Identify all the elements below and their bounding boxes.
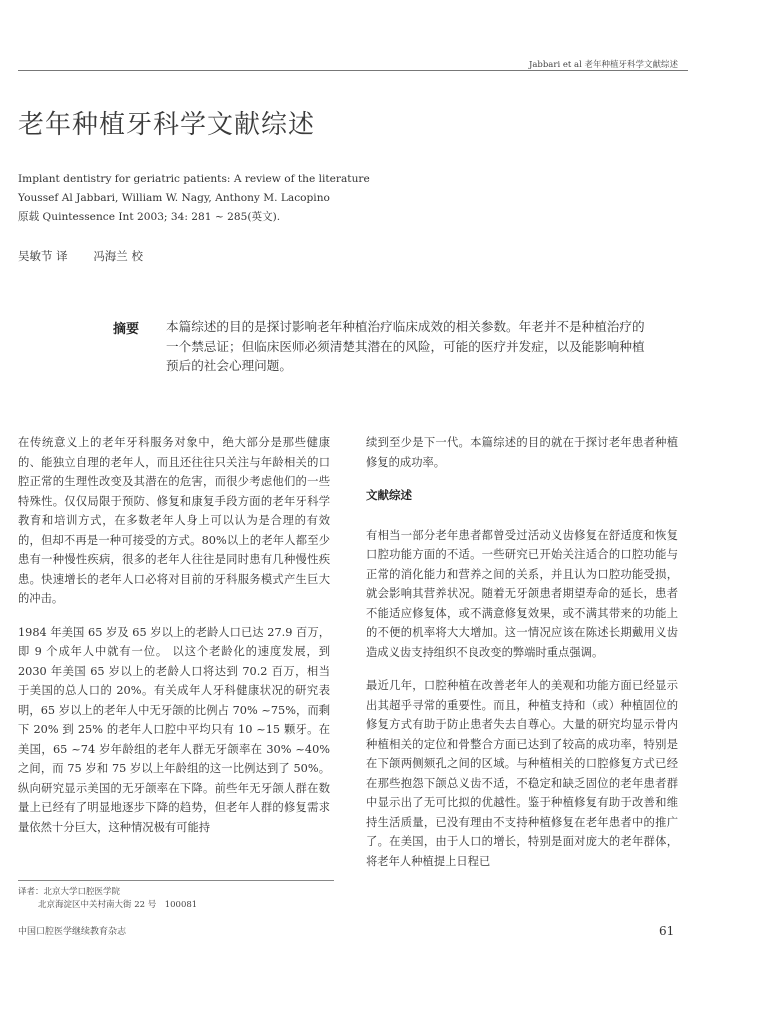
footnote-divider [18,880,334,881]
reference-block [18,170,370,227]
footnote-affiliation: 译者：北京大学口腔医学院 [18,887,121,897]
translator-credit: 吴敏节 译 [18,249,68,263]
article-title: 老年种植牙科学文献综述 [18,110,316,140]
journal-name: 中国口腔医学继续教育杂志 [18,927,127,937]
section-heading: 文献综述 [366,488,412,502]
abstract-label: 摘要 [113,322,140,337]
body-paragraph: 续到至少是下一代。本篇综述的目的就在于探讨老年患者种植修复的成功率。 [366,436,678,469]
right-column [366,433,678,885]
footnote-address: 北京海淀区中关村南大街 22 号 100081 [38,900,198,910]
body-paragraph: 有相当一部分老年患者都曾受过活动义齿修复在舒适度和恢复口腔功能方面的不适。一些研究已开始关注适合的口腔功能与正常的消化能力和营养之间的关系，并且认为口腔功能受损，就会影响其营养状况。随着无牙颌患者期望寿命的延长，患者不能适应修复体，或不满意修复效果，或不满其带来的功能上的不便的机率将大大增加。这一情况应该在陈述长期戴用义齿造成义齿支持组织不良改变的弊端时重点强调。 [366,528,678,659]
english-title: Implant dentistry for geriatric patients: A review of the literature [18,173,370,185]
abstract-text: 本篇综述的目的是探讨影响老年种植治疗临床成效的相关参数。年老并不是种植治疗的一个禁忌证；但临床医师必须清楚其潜在的风险，可能的医疗并发症，以及能影响种植预后的社会心理问题。 [166,319,645,373]
credits [18,248,143,264]
body-paragraph: 最近几年，口腔种植在改善老年人的美观和功能方面已经显示出其超乎寻常的重要性。而且，种植支持和（或）种植固位的修复方式有助于防止患者失去自尊心。大量的研究均显示骨内种植相关的定位和骨整合方面已达到了较高的成功率，特别是在下颌两侧颏孔之间的区域。与种植相关的口腔修复方式已经在那些抱怨下颌总义齿不适，不稳定和缺乏固位的老年患者群中显示出了无可比拟的优越性。鉴于种植修复有助于改善和维持生活质量，已没有理由不支持种植修复在老年患者中的推广了。在美国，由于人口的增长，特别是面对庞大的老年群体，将老年人种植提上日程已 [366,679,678,868]
page-number: 61 [659,924,675,938]
body-paragraph: 在传统意义上的老年牙科服务对象中，绝大部分是那些健康的、能独立自理的老年人，而且还往往只关注与年龄相关的口腔正常的生理性改变及其潜在的危害，而很少考虑他们的一些特殊性。仅仅局限于预防、修复和康复手段方面的老年牙科学教育和培训方式，在多数老年人身上可以认为是合理的有效的，但却不再是一种可接受的方式。80%以上的老年人都至少患有一种慢性疾病，很多的老年人往往是同时患有几种慢性疾患。快速增长的老年人口必将对目前的牙科服务模式产生巨大的冲击。 [18,436,330,605]
header-divider [18,70,688,71]
source-citation: 原载 Quintessence Int 2003; 34: 281 ~ 285(英文). [18,211,281,223]
reviewer-credit: 冯海兰 校 [93,249,143,263]
running-header: Jabbari et al 老年种植牙科学文献综述 [528,60,678,70]
footnote [18,886,197,912]
left-column [18,433,330,851]
body-paragraph: 1984 年美国 65 岁及 65 岁以上的老龄人口已达 27.9 百万，即 9 个成年人中就有一位。 以这个老龄化的速度发展，到 2030 年美国 65 岁以上的老龄人口将达到 70.2 百万，相当于美国的总人口的 20%。有关成年人牙科健康状况的研究表明，65 岁以上的老年人中无牙颌的比例占 70% ~75%，而剩下 20% 到 25% 的老年人口腔中平均只有 10 ~15 颗牙。在美国，65 ~74 岁年龄组的老年人群无牙颌率在 30% ~40%之间，而 75 岁和 75 岁以上年龄组的这一比例达到了 50%。纵向研究显示美国的无牙颌率在下降。前些年无牙颌人群在数量上已经有了明显地逐步下降的趋势，但老年人群的修复需求量依然十分巨大，这种情况极有可能持 [18,625,330,834]
authors: Youssef Al Jabbari, William W. Nagy, Anthony M. Lacopino [18,192,330,204]
